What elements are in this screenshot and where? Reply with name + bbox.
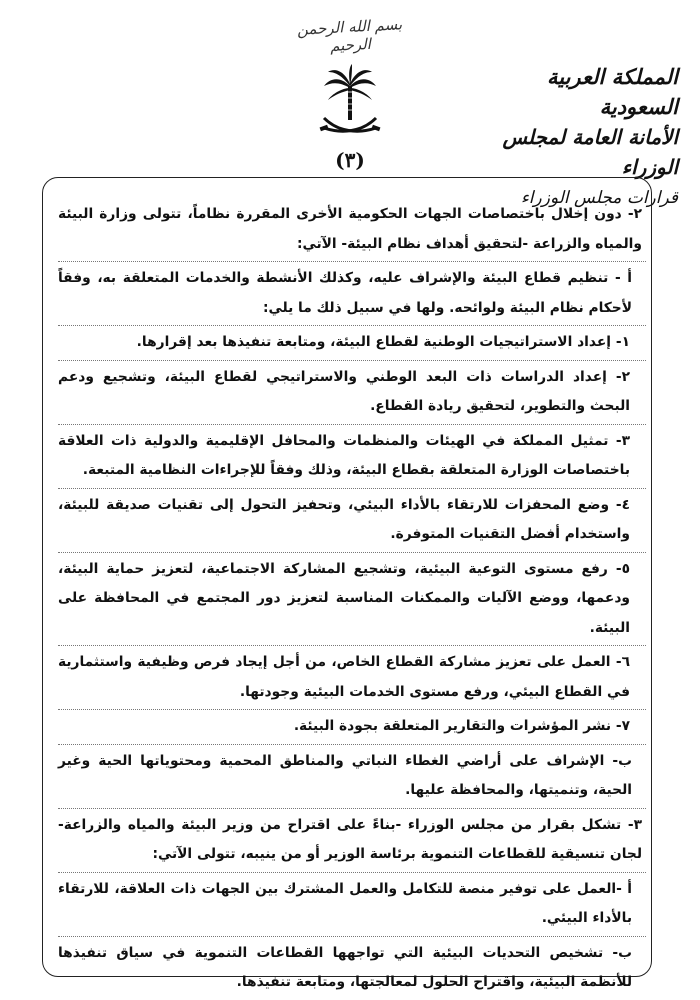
clause-separator [58, 424, 646, 425]
clause-separator [58, 744, 646, 745]
clause-2-b: ب- الإشراف على أراضي الغطاء النباتي والمناطق المحمية ومحتوياتها الحية وغير الحية، وتنميتها، والمحافظة عليها. [58, 752, 632, 798]
clause-2-a-5: ٥- رفع مستوى التوعية البيئية، وتشجيع المشاركة الاجتماعية، لتعزيز حماية البيئة، ودعمها، ووضع الآليات والممكنات المناسبة لتعزيز دور المجتمع في المحافظة على البيئة. [58, 560, 630, 636]
clause-3-a: أ -العمل على توفير منصة للتكامل والعمل المشترك بين الجهات ذات العلاقة، للارتقاء بالأداء البيئي. [58, 880, 632, 926]
section-title: قرارات مجلس الوزراء [520, 188, 678, 208]
clause-separator [58, 808, 646, 809]
clause-2-intro: ٢- دون إخلال باختصاصات الجهات الحكومية الأخرى المقررة نظاماً، تتولى وزارة البيئة والمياه والزراعة -لتحقيق أهداف نظام البيئة- الآتي: [58, 206, 642, 252]
clause-separator [58, 645, 646, 646]
clause-separator [58, 360, 646, 361]
clause-3-b: ب- تشخيص التحديات البيئية التي تواجهها القطاعات التنموية في سياق تنفيذها للأنظمة البيئية، واقتراح الحلول لمعالجتها، ومتابعة تنفيذها. [58, 944, 632, 990]
clause-2-a-1: ١- إعداد الاستراتيجيات الوطنية لقطاع البيئة، ومتابعة تنفيذها بعد إقرارها. [136, 334, 630, 350]
clause-2-a: أ - تنظيم قطاع البيئة والإشراف عليه، وكذلك الأنشطة والخدمات المتعلقة به، وفقاً لأحكام نظام البيئة ولوائحه. ولها في سبيل ذلك ما يلي: [58, 270, 632, 316]
country-name: المملكة العربية السعودية [546, 64, 678, 119]
clause-separator [58, 936, 646, 937]
secretariat-name: الأمانة العامة لمجلس الوزراء [502, 125, 678, 179]
palm-swords-emblem-icon [318, 62, 382, 144]
clause-2-a-4: ٤- وضع المحفزات للارتقاء بالأداء البيئي، وتحفيز التحول إلى تقنيات صديقة للبيئة، واستخدام أفضل التقنيات المتوفرة. [58, 496, 630, 542]
document-body [58, 200, 646, 990]
clause-2-a-2: ٢- إعداد الدراسات ذات البعد الوطني والاستراتيجي لقطاع البيئة، وتشجيع ودعم البحث والتطوير، لتحقيق ريادة القطاع. [58, 368, 630, 414]
clause-separator [58, 261, 646, 262]
clause-separator [58, 872, 646, 873]
clause-2-a-3: ٣- تمثيل المملكة في الهيئات والمنظمات والمحافل الإقليمية والدولية ذات العلاقة باختصاصات الوزارة المتعلقة بقطاع البيئة، وذلك وفقاً للإجراءات النظامية المتبعة. [58, 432, 630, 478]
clause-separator [58, 709, 646, 710]
clause-separator [58, 488, 646, 489]
clause-2-a-7: ٧- نشر المؤشرات والتقارير المتعلقة بجودة البيئة. [293, 718, 630, 734]
clause-separator [58, 325, 646, 326]
basmala: بسم الله الرحمن الرحيم [296, 15, 403, 56]
page-number: (٣) [335, 148, 365, 172]
clause-3-intro: ٣- تشكل بقرار من مجلس الوزراء -بناءً على اقتراح من وزير البيئة والمياه والزراعة- لجان تنسيقية للقطاعات التنموية برئاسة الوزير أو من ينيبه، تتولى الآتي: [58, 816, 642, 862]
clause-2-a-6: ٦- العمل على تعزيز مشاركة القطاع الخاص، من أجل إيجاد فرص وظيفية واستثمارية في القطاع البيئي، ورفع مستوى الخدمات البيئية وجودتها. [58, 654, 630, 700]
clause-separator [58, 552, 646, 553]
